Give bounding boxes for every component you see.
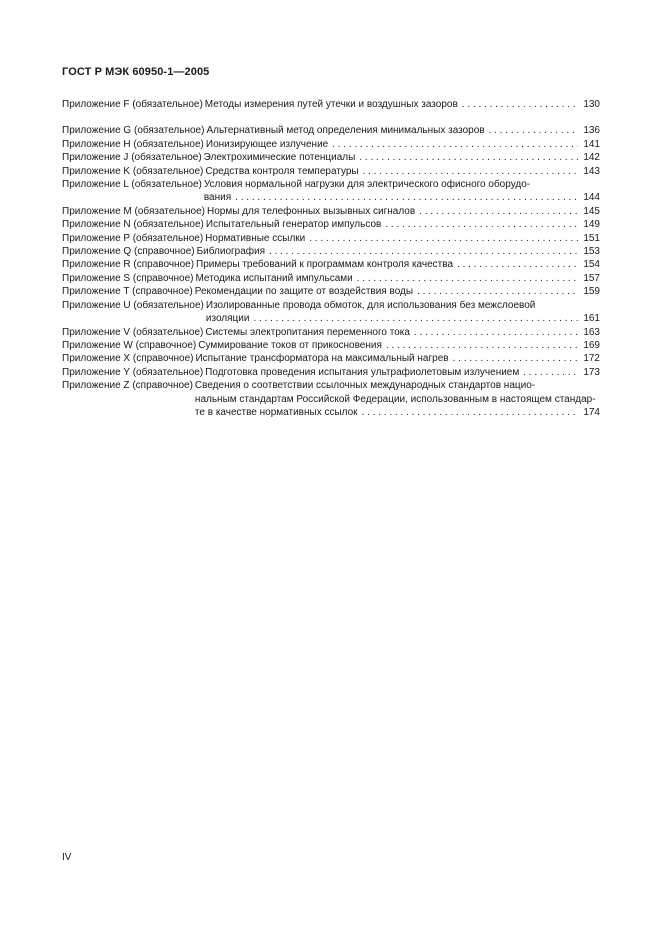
toc-entry-appendix-label: Приложение G (обязательное) xyxy=(62,125,205,137)
toc-entry-title xyxy=(198,339,600,352)
dot-leader xyxy=(386,339,578,352)
toc-entry-title xyxy=(204,151,600,164)
toc-entry-title-line: Сведения о соответствии ссылочных международных стандартов нацио- xyxy=(194,380,536,392)
toc-entry-appendix-label: Приложение N (обязательное) xyxy=(62,219,204,231)
toc-entry-title-line: Нормы для телефонных вызывных сигналов xyxy=(207,205,416,217)
toc-page-number: 130 xyxy=(583,99,600,110)
toc-entry-appendix-label: Приложение X (справочное) xyxy=(62,353,194,365)
toc-entry-title-line: вания xyxy=(203,192,232,204)
toc-entry[interactable] xyxy=(62,366,600,379)
toc-entry[interactable] xyxy=(62,178,600,205)
dot-leader xyxy=(332,138,578,151)
table-of-contents xyxy=(62,98,600,419)
toc-entry[interactable] xyxy=(62,379,600,419)
toc-entry[interactable] xyxy=(62,138,600,151)
toc-page-number: 174 xyxy=(583,406,600,418)
toc-entry-appendix-label: Приложение L (обязательное) xyxy=(62,179,202,191)
toc-entry-title-line: Нормативные ссылки xyxy=(205,232,306,244)
toc-entry-appendix-label: Приложение S (справочное) xyxy=(62,272,194,284)
toc-entry-appendix-label: Приложение Y (обязательное) xyxy=(62,366,204,378)
toc-entry-title-line: Электрохимические потенциалы xyxy=(203,152,356,164)
toc-page-number: 145 xyxy=(583,205,600,217)
toc-entry[interactable] xyxy=(62,258,600,271)
toc-entry-title xyxy=(195,379,600,419)
dot-leader xyxy=(309,232,578,245)
toc-entry-title xyxy=(205,98,600,111)
toc-entry-title-line: Методика испытаний импульсами xyxy=(195,272,353,284)
toc-entry-title-line: изоляции xyxy=(205,313,250,325)
toc-entry[interactable] xyxy=(62,218,600,231)
toc-entry-title-line: Системы электропитания переменного тока xyxy=(205,326,410,338)
toc-entry-title xyxy=(197,245,600,258)
dot-leader xyxy=(489,124,578,137)
toc-entry-title xyxy=(196,258,600,271)
toc-entry[interactable] xyxy=(62,165,600,178)
toc-entry-appendix-label: Приложение H (обязательное) xyxy=(62,138,204,150)
toc-entry[interactable] xyxy=(62,285,600,298)
toc-entry[interactable] xyxy=(62,299,600,326)
dot-leader xyxy=(453,352,578,365)
toc-entry-title xyxy=(195,285,600,298)
toc-page-number: 163 xyxy=(583,326,600,338)
dot-leader xyxy=(385,218,578,231)
toc-entry-title xyxy=(204,178,600,205)
toc-entry-title-line: Испытательный генератор импульсов xyxy=(205,219,382,231)
toc-entry-title-line: те в качестве нормативных ссылок xyxy=(194,406,358,418)
page-number: IV xyxy=(62,852,72,863)
toc-page-number: 144 xyxy=(583,192,600,204)
dot-leader xyxy=(359,151,578,164)
toc-page-number: 142 xyxy=(583,152,600,164)
toc-entry[interactable] xyxy=(62,98,600,111)
toc-entry-title xyxy=(205,165,600,178)
toc-entry-appendix-label: Приложение W (справочное) xyxy=(62,339,197,351)
toc-page-number: 149 xyxy=(583,219,600,231)
toc-entry-title xyxy=(206,218,600,231)
toc-entry-appendix-label: Приложение U (обязательное) xyxy=(62,299,204,311)
toc-entry[interactable] xyxy=(62,339,600,352)
toc-page-number: 173 xyxy=(583,366,600,378)
toc-entry-appendix-label: Приложение J (обязательное) xyxy=(62,152,202,164)
toc-entry[interactable] xyxy=(62,245,600,258)
toc-entry-title-line: Средства контроля температуры xyxy=(205,165,359,177)
toc-entry[interactable] xyxy=(62,124,600,137)
toc-entry-appendix-label: Приложение K (обязательное) xyxy=(62,165,204,177)
toc-entry-title-line: Примеры требований к программам контроля качества xyxy=(196,259,454,271)
toc-entry-title-line: Ионизирующее излучение xyxy=(205,138,329,150)
toc-entry-appendix-label: Приложение R (справочное) xyxy=(62,259,195,271)
dot-leader xyxy=(462,98,578,111)
toc-entry[interactable] xyxy=(62,272,600,285)
toc-entry-title xyxy=(206,299,600,326)
toc-entry-appendix-label: Приложение Z (справочное) xyxy=(62,380,193,392)
toc-entry-title xyxy=(206,138,600,151)
toc-entry-appendix-label: Приложение F (обязательное) xyxy=(62,99,203,110)
toc-entry-title-line: Подготовка проведения испытания ультрафиолетовым излучением xyxy=(205,366,520,378)
toc-entry[interactable] xyxy=(62,151,600,164)
dot-leader xyxy=(253,312,578,325)
toc-entry-title xyxy=(195,352,600,365)
toc-entry-appendix-label: Приложение V (обязательное) xyxy=(62,326,204,338)
toc-entry-title xyxy=(207,205,600,218)
toc-entry[interactable] xyxy=(62,352,600,365)
toc-entry-title-line: Альтернативный метод определения минимальных зазоров xyxy=(206,125,485,137)
toc-page-number: 169 xyxy=(583,339,600,351)
toc-entry-appendix-label: Приложение P (обязательное) xyxy=(62,232,204,244)
toc-entry-appendix-label: Приложение M (обязательное) xyxy=(62,205,205,217)
toc-entry-title-line: Условия нормальной нагрузки для электрического офисного оборудо- xyxy=(203,179,531,191)
toc-page-number: 172 xyxy=(583,353,600,365)
dot-leader xyxy=(363,165,578,178)
toc-page-number: 136 xyxy=(583,125,600,137)
dot-leader xyxy=(419,205,578,218)
toc-entry-appendix-label: Приложение T (справочное) xyxy=(62,286,193,298)
toc-page-number: 143 xyxy=(583,165,600,177)
toc-entry-title xyxy=(195,272,600,285)
toc-entry-title-line: Методы измерения путей утечки и воздушных зазоров xyxy=(204,99,458,110)
dot-leader xyxy=(417,285,578,298)
toc-entry-title-line: Испытание трансформатора на максимальный нагрев xyxy=(195,353,449,365)
toc-entry-title-line: Изолированные провода обмоток, для использования без межслоевой xyxy=(205,299,536,311)
toc-page-number: 151 xyxy=(583,232,600,244)
dot-leader xyxy=(362,406,578,419)
toc-entry-title-line: Рекомендации по защите от воздействия воды xyxy=(194,286,414,298)
toc-entry-title-line: нальным стандартам Российской Федерации, использованным в настоящем стандар- xyxy=(194,393,596,405)
toc-entry-title-line: Библиография xyxy=(196,246,266,258)
toc-entry-title xyxy=(205,326,600,339)
toc-entry-title-line: Суммирование токов от прикосновения xyxy=(198,339,382,351)
toc-page-number: 159 xyxy=(583,286,600,298)
toc-entry-appendix-label: Приложение Q (справочное) xyxy=(62,246,195,258)
toc-page-number: 154 xyxy=(583,259,600,271)
toc-entry-title xyxy=(205,366,600,379)
dot-leader xyxy=(414,326,578,339)
toc-entry[interactable] xyxy=(62,326,600,339)
toc-page-number: 153 xyxy=(583,246,600,258)
toc-page-number: 157 xyxy=(583,272,600,284)
dot-leader xyxy=(269,245,578,258)
dot-leader xyxy=(357,272,578,285)
document-header: ГОСТ Р МЭК 60950-1—2005 xyxy=(62,66,210,78)
dot-leader xyxy=(523,366,578,379)
toc-entry[interactable] xyxy=(62,205,600,218)
toc-entry[interactable] xyxy=(62,232,600,245)
toc-entry-title xyxy=(205,232,600,245)
dot-leader xyxy=(457,258,578,271)
toc-page-number: 141 xyxy=(583,138,600,150)
toc-page-number: 161 xyxy=(583,313,600,325)
toc-entry-title xyxy=(206,124,600,137)
dot-leader xyxy=(235,191,578,204)
